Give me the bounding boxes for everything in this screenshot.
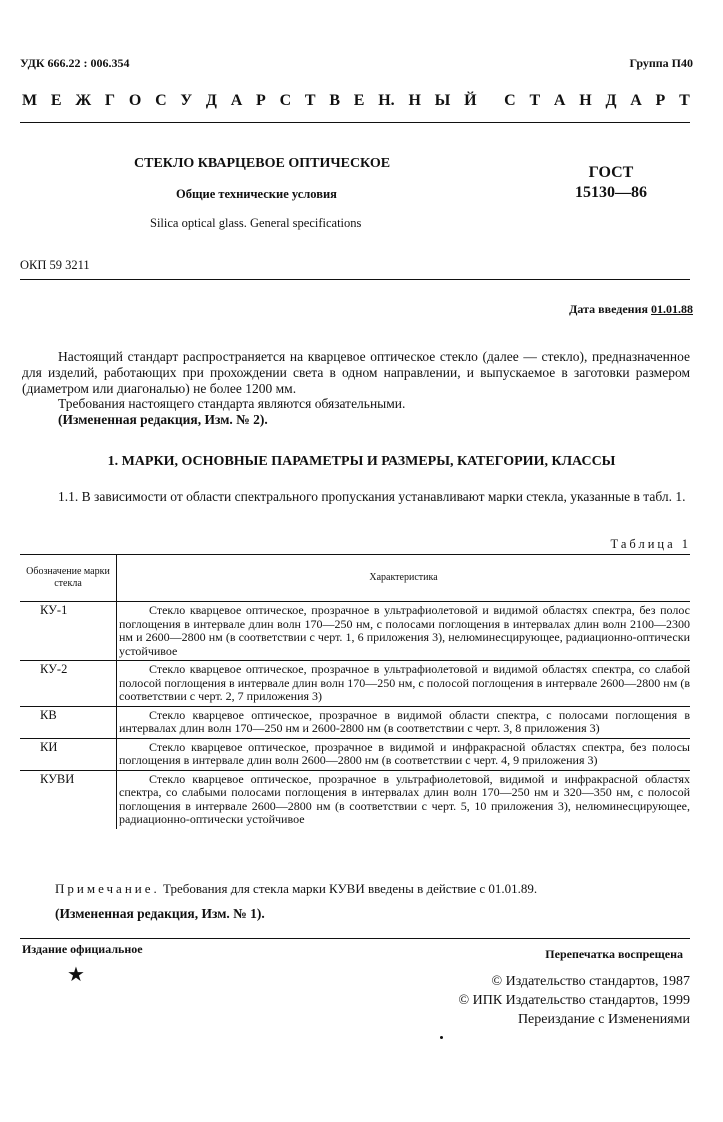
note-text: Требования для стекла марки КУВИ введены в действие с 01.01.89. [159,881,538,896]
banner-letter: Е [353,92,365,109]
grade-code: КУ-1 [20,602,117,661]
standard-banner [22,92,690,110]
reissue-note: Переиздание с Изменениями [517,1012,690,1027]
grade-code: КУ-2 [20,661,117,707]
star-icon: ★ [67,964,85,986]
banner-letter: У [180,92,193,109]
table-row [20,738,690,770]
table-label: Таблица 1 [610,537,691,551]
gost-word: ГОСТ [588,164,634,181]
introduction-date [569,302,693,317]
banner-letter: Й [464,92,477,109]
copyright-1987: © Издательство стандартов, 1987 [491,974,690,989]
banner-letter: С [504,92,516,109]
note-label: Примечание. [55,881,160,896]
group-code: Группа П40 [629,56,693,70]
reprint-prohibited: Перепечатка воспрещена [545,947,683,961]
banner-letter: Р [256,92,266,109]
banner-letter: С [279,92,292,109]
table-header-row [20,555,690,602]
banner-letter: А [230,92,243,109]
gost-number: 15130—86 [575,184,647,201]
banner-letter: М [22,92,38,109]
copyright-block [458,972,690,1029]
banner-letter: Н [408,92,421,109]
banner-letter: О [128,92,142,109]
grade-code: КВ [20,706,117,738]
grade-description: Стекло кварцевое оптическое, прозрачное в ультрафиолетовой и видимой областях спектра, без полос поглощения в интервале длин волн 170—250 нм, с полосами поглощения в интервалах длин волн 2100—2300 нм и 2600—2800 нм (в соответствии с черт. 1, 6 приложения 3), нелюминесцирующее, радиационно-оптически устойчивое [117,602,691,661]
banner-letter: А [630,92,642,109]
okp-rule [20,279,690,280]
table-row [20,770,690,829]
document-subtitle: Общие технические условия [176,187,337,201]
banner-letter: Д [605,92,617,109]
grade-code: КУВИ [20,770,117,829]
official-edition: Издание официальное [22,942,143,956]
udk-code: УДК 666.22 : 006.354 [20,56,130,70]
okp-code: ОКП 59 3211 [20,258,90,272]
banner-letter: Н [579,92,592,109]
banner-letter: А [553,92,566,109]
stray-dot [440,1036,443,1039]
banner-letter: Ж [75,92,92,109]
banner-letter: Р [655,92,666,109]
grade-description: Стекло кварцевое оптическое, прозрачное в ультрафиолетовой, видимой и инфракрасной областях спектра, со слабыми полосами поглощения в интервалах длин волн 170—250 нм и 320—350 нм, с полосой поглощения в интервале 2600—2800 нм (в соответствии с черт. 5, 10 приложения 3), нелюминесцирующее, радиационно-оптически устойчивое [119,771,690,826]
banner-letter: Т [304,92,316,109]
document-title: СТЕКЛО КВАРЦЕВОЕ ОПТИЧЕСКОЕ [134,156,391,171]
glass-grades-table [20,554,690,829]
banner-letter: Т [679,92,690,109]
section-1-heading: 1. МАРКИ, ОСНОВНЫЕ ПАРАМЕТРЫ И РАЗМЕРЫ, КАТЕГОРИИ, КЛАССЫ [107,454,616,469]
header-grade: Обозначение марки стекла [20,555,117,602]
table-note [55,881,537,897]
gost-label [575,163,647,203]
header-characteristic: Характеристика [117,555,691,602]
table-row [20,706,690,738]
date-value: 01.01.88 [651,302,693,316]
amendment-note-2: (Измененная редакция, Изм. № 2). [58,412,268,427]
grade-description: Стекло кварцевое оптическое, прозрачное в видимой и инфракрасной областях спектра, без полосы поглощения в интервале длин волн 2600—2800 нм (в соответствии с черт. 4, 9 приложения 3) [117,738,691,770]
banner-letter: Е [50,92,62,109]
table-row [20,602,690,661]
banner-letter: Д [205,92,217,109]
date-label: Дата введения [569,302,651,316]
intro-paragraph-1: Настоящий стандарт распространяется на кварцевое оптическое стекло (далее — стекло), предназначенное для изделий, работающих при прохождении света в одном направлении, и выпускаемое в заготовки размером (диаметром или диагональю) не более 1200 мм. [22,349,690,396]
amendment-note-1: (Измененная редакция, Изм. № 1). [55,906,265,921]
english-title: Silica optical glass. General specifications [150,216,362,230]
banner-letter: С [155,92,167,109]
grade-description: Стекло кварцевое оптическое, прозрачное в ультрафиолетовой и видимой областях спектра, со слабой полосой поглощения в интервале длин волн 170—250 нм, с полосой поглощения в интервале 2600—2800 нм (в соответствии с черт. 2, 7 приложения 3) [117,661,691,707]
top-rule [20,122,690,123]
table-row [20,661,690,707]
banner-letter: Г [104,92,116,109]
grade-description: Стекло кварцевое оптическое, прозрачное в видимой области спектра, с полосами поглощения в интервалах длин волн 170—250 нм и 2600-2800 нм (в соответствии с черт. 3, 8 приложения 3) [117,706,691,738]
banner-letter: Т [529,92,541,109]
intro-paragraph-2: Требования настоящего стандарта являются обязательными. [58,396,406,411]
section-1-paragraph: 1.1. В зависимости от области спектрального пропускания устанавливают марки стекла, указанные в табл. 1. [58,489,686,504]
copyright-1999: © ИПК Издательство стандартов, 1999 [458,993,690,1008]
banner-letter: Н. [378,92,395,109]
footer-rule [20,938,690,939]
grade-code: КИ [20,738,117,770]
banner-letter: В [329,92,341,109]
banner-letter: Ы [434,92,451,109]
